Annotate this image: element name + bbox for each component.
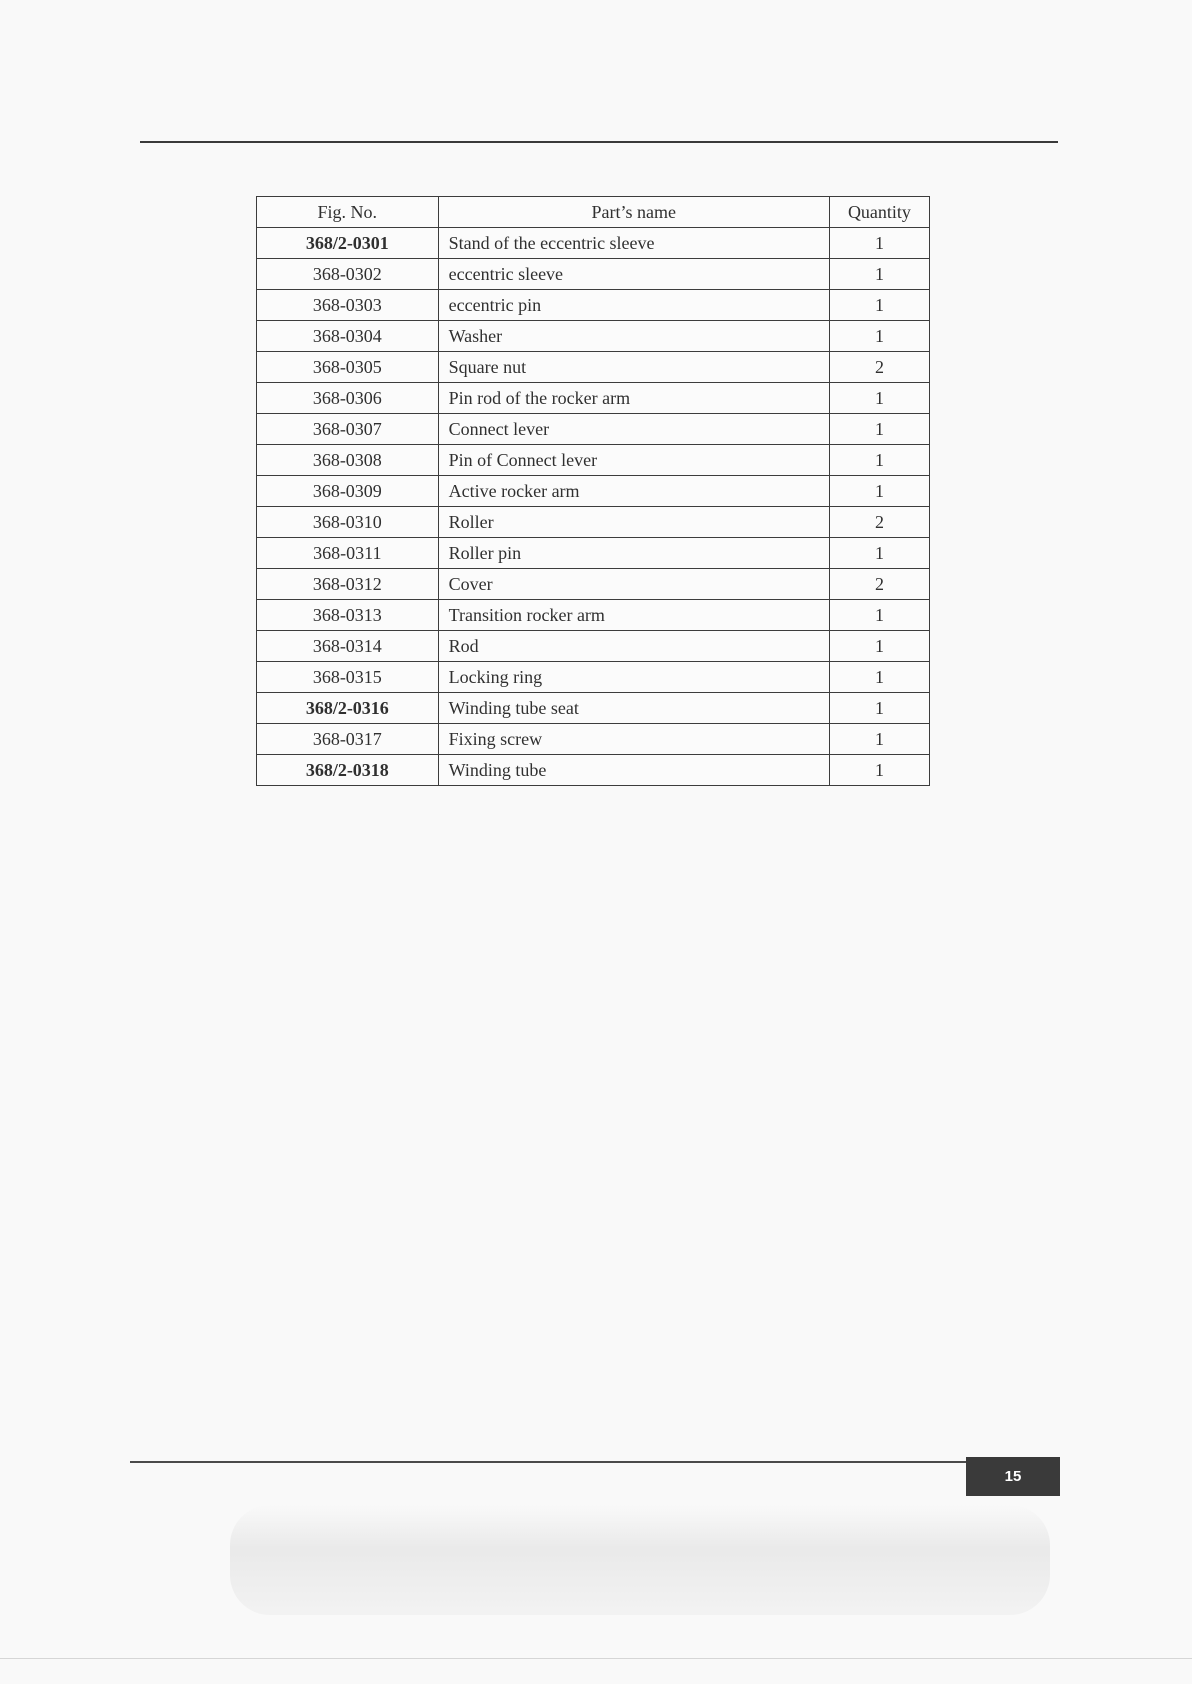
part-name-cell: Locking ring [438, 662, 829, 693]
table-row [257, 352, 930, 383]
table-row [257, 445, 930, 476]
fig-no-cell: 368/2-0316 [257, 693, 439, 724]
part-name-cell: Rod [438, 631, 829, 662]
header-quantity: Quantity [829, 197, 929, 228]
quantity-cell: 1 [829, 383, 929, 414]
quantity-cell: 1 [829, 321, 929, 352]
quantity-cell: 2 [829, 507, 929, 538]
fig-no-cell: 368-0307 [257, 414, 439, 445]
page-number: 15 [966, 1457, 1060, 1496]
fig-no-cell: 368-0312 [257, 569, 439, 600]
part-name-cell: Roller [438, 507, 829, 538]
fig-no-cell: 368-0306 [257, 383, 439, 414]
fig-no-cell: 368-0303 [257, 290, 439, 321]
fig-no-cell: 368-0315 [257, 662, 439, 693]
part-name-cell: Roller pin [438, 538, 829, 569]
table-row [257, 662, 930, 693]
table-row [257, 755, 930, 786]
table-row [257, 290, 930, 321]
header-fig-no: Fig. No. [257, 197, 439, 228]
part-name-cell: Washer [438, 321, 829, 352]
scan-shadow [230, 1505, 1050, 1615]
table-row [257, 569, 930, 600]
fig-no-cell: 368/2-0301 [257, 228, 439, 259]
table-row [257, 724, 930, 755]
part-name-cell: Winding tube seat [438, 693, 829, 724]
part-name-cell: Cover [438, 569, 829, 600]
quantity-cell: 1 [829, 290, 929, 321]
table-row [257, 507, 930, 538]
quantity-cell: 1 [829, 693, 929, 724]
part-name-cell: Connect lever [438, 414, 829, 445]
fig-no-cell: 368-0314 [257, 631, 439, 662]
fig-no-cell: 368-0304 [257, 321, 439, 352]
part-name-cell: eccentric sleeve [438, 259, 829, 290]
quantity-cell: 1 [829, 662, 929, 693]
fig-no-cell: 368-0305 [257, 352, 439, 383]
quantity-cell: 1 [829, 259, 929, 290]
fig-no-cell: 368-0317 [257, 724, 439, 755]
fig-no-cell: 368-0308 [257, 445, 439, 476]
fig-no-cell: 368-0302 [257, 259, 439, 290]
quantity-cell: 1 [829, 600, 929, 631]
quantity-cell: 1 [829, 445, 929, 476]
table-row [257, 476, 930, 507]
quantity-cell: 1 [829, 538, 929, 569]
table-row [257, 321, 930, 352]
header-rule [140, 141, 1058, 143]
part-name-cell: Transition rocker arm [438, 600, 829, 631]
scan-edge [0, 1658, 1192, 1659]
parts-table [256, 196, 930, 786]
part-name-cell: Pin of Connect lever [438, 445, 829, 476]
part-name-cell: eccentric pin [438, 290, 829, 321]
part-name-cell: Fixing screw [438, 724, 829, 755]
fig-no-cell: 368-0310 [257, 507, 439, 538]
table-row [257, 228, 930, 259]
quantity-cell: 1 [829, 476, 929, 507]
quantity-cell: 1 [829, 414, 929, 445]
table-row [257, 693, 930, 724]
table-row [257, 631, 930, 662]
fig-no-cell: 368-0311 [257, 538, 439, 569]
table-row [257, 383, 930, 414]
table-row [257, 538, 930, 569]
fig-no-cell: 368/2-0318 [257, 755, 439, 786]
quantity-cell: 1 [829, 755, 929, 786]
fig-no-cell: 368-0313 [257, 600, 439, 631]
quantity-cell: 1 [829, 631, 929, 662]
quantity-cell: 2 [829, 569, 929, 600]
fig-no-cell: 368-0309 [257, 476, 439, 507]
part-name-cell: Pin rod of the rocker arm [438, 383, 829, 414]
footer-rule [130, 1461, 967, 1463]
table-header-row [257, 197, 930, 228]
quantity-cell: 1 [829, 228, 929, 259]
quantity-cell: 2 [829, 352, 929, 383]
table-row [257, 600, 930, 631]
header-part-name: Part’s name [438, 197, 829, 228]
parts-table-body [257, 228, 930, 786]
table-row [257, 259, 930, 290]
part-name-cell: Active rocker arm [438, 476, 829, 507]
part-name-cell: Winding tube [438, 755, 829, 786]
quantity-cell: 1 [829, 724, 929, 755]
part-name-cell: Stand of the eccentric sleeve [438, 228, 829, 259]
table-row [257, 414, 930, 445]
part-name-cell: Square nut [438, 352, 829, 383]
